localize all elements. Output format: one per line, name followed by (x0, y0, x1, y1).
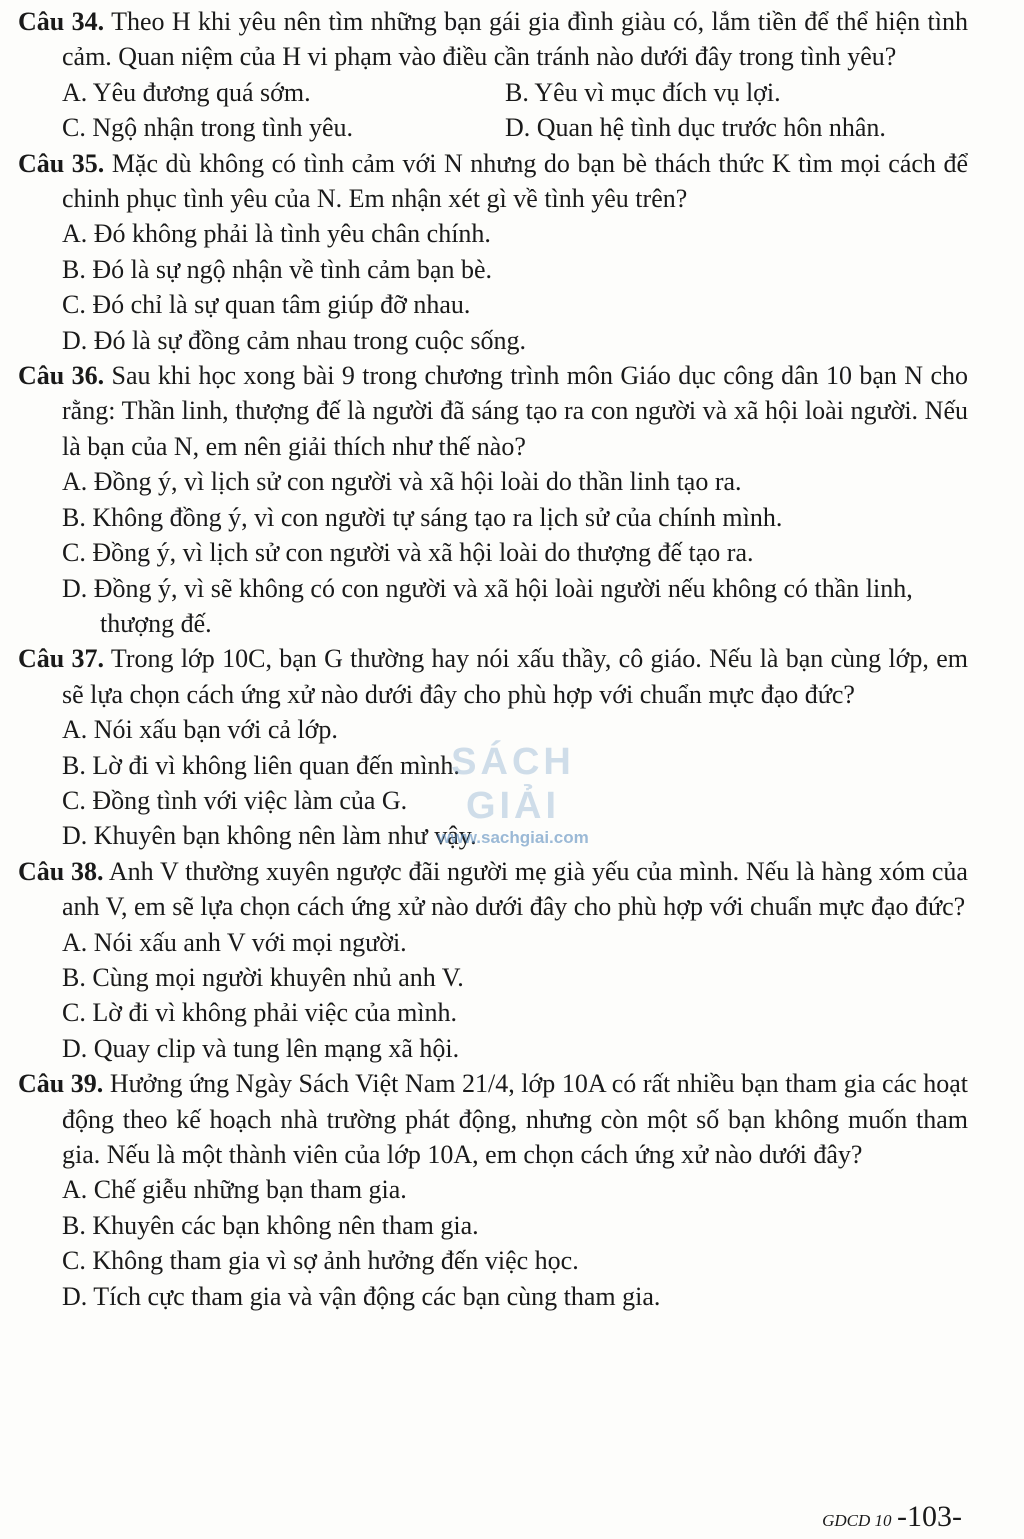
option-c: C. Lờ đi vì không phải việc của mình. (62, 998, 458, 1028)
option-a: A. Chế giễu những bạn tham gia. (62, 1175, 407, 1205)
option-a: A. Yêu đương quá sớm. (62, 77, 311, 107)
watermark (398, 740, 628, 848)
question-35 (18, 146, 968, 358)
option-c: C. Không tham gia vì sợ ảnh hưởng đến việc học. (62, 1246, 579, 1276)
question-stem: Hưởng ứng Ngày Sách Việt Nam 21/4, lớp 10A có rất nhiều bạn tham gia các hoạt động theo kế hoạch nhà trường phát động, nhưng còn một số bạn không muốn tham gia. Nếu là một thành viên của lớp 10A, em chọn cách ứng xử nào dưới đây? (62, 1069, 968, 1169)
question-number: Câu 35. (18, 148, 105, 178)
option-c: C. Ngộ nhận trong tình yêu. (62, 113, 354, 143)
question-number: Câu 34. (18, 7, 105, 36)
option-d: D. Tích cực tham gia và vận động các bạn cùng tham gia. (62, 1281, 661, 1311)
page-number: -103- (897, 1500, 962, 1533)
question-stem: Trong lớp 10C, bạn G thường hay nói xấu thầy, cô giáo. Nếu là bạn cùng lớp, em sẽ lựa chọn cách ứng xử nào dưới đây cho phù hợp với chuẩn mực đạo đức? (62, 644, 968, 709)
watermark-url: www.sachgiai.com (437, 828, 589, 847)
question-39 (18, 1066, 968, 1314)
option-d: D. Quan hệ tình dục trước hôn nhân. (505, 113, 886, 143)
option-b: B. Yêu vì mục đích vụ lợi. (505, 77, 781, 107)
option-b: B. Đó là sự ngộ nhận về tình cảm bạn bè. (62, 254, 493, 284)
question-number: Câu 39. (18, 1069, 104, 1099)
page-footer (822, 1500, 962, 1534)
option-d: D. Đó là sự đồng cảm nhau trong cuộc sống. (62, 325, 526, 355)
question-34 (18, 4, 968, 146)
option-c: C. Đồng tình với việc làm của G. (62, 785, 408, 815)
option-c: C. Đó chỉ là sự quan tâm giúp đỡ nhau. (62, 290, 471, 320)
option-a: A. Nói xấu bạn với cả lớp. (62, 715, 338, 745)
question-number: Câu 38. (18, 856, 104, 886)
option-b: B. Không đồng ý, vì con người tự sáng tạo ra lịch sử của chính mình. (62, 502, 783, 532)
question-stem: Mặc dù không có tình cảm với N nhưng do bạn bè thách thức K tìm mọi cách để chinh phục tình yêu của N. Em nhận xét gì về tình yêu trên? (62, 148, 968, 214)
question-number: Câu 37. (18, 644, 105, 674)
question-stem: Anh V thường xuyên ngược đãi người mẹ già yếu của mình. Nếu là hàng xóm của anh V, em sẽ lựa chọn cách ứng xử nào dưới đây cho phù hợp với chuẩn mực đạo đức? (62, 856, 968, 922)
question-number: Câu 36. (18, 361, 105, 391)
option-d: D. Khuyên bạn không nên làm như vậy. (62, 821, 477, 851)
footer-subject: GDCD 10 (822, 1511, 892, 1530)
option-c: C. Đồng ý, vì lịch sử con người và xã hội loài do thượng đế tạo ra. (62, 538, 754, 568)
option-b: B. Khuyên các bạn không nên tham gia. (62, 1210, 479, 1240)
watermark-logo: SÁCH GIẢI (451, 741, 575, 827)
option-a: A. Nói xấu anh V với mọi người. (62, 927, 407, 957)
question-38 (18, 854, 968, 1066)
option-a: A. Đồng ý, vì lịch sử con người và xã hội loài do thần linh tạo ra. (62, 467, 742, 497)
question-stem: Sau khi học xong bài 9 trong chương trình môn Giáo dục công dân 10 bạn N cho rằng: Thần linh, thượng đế là người đã sáng tạo ra con người và xã hội loài người. Nếu là bạn của N, em nên giải thích như thế nào? (62, 361, 968, 461)
option-b: B. Cùng mọi người khuyên nhủ anh V. (62, 962, 464, 992)
document-page (18, 4, 968, 1314)
option-d: D. Quay clip và tung lên mạng xã hội. (62, 1033, 460, 1063)
option-a: A. Đó không phải là tình yêu chân chính. (62, 219, 491, 249)
option-d: D. Đồng ý, vì sẽ không có con người và xã hội loài người nếu không có thần linh, thượng đế. (62, 573, 913, 638)
option-b: B. Lờ đi vì không liên quan đến mình. (62, 750, 460, 780)
question-36 (18, 358, 968, 641)
question-stem: Theo H khi yêu nên tìm những bạn gái gia đình giàu có, lắm tiền để thể hiện tình cảm. Quan niệm của H vi phạm vào điều cần tránh nào dưới đây trong tình yêu? (62, 7, 969, 72)
